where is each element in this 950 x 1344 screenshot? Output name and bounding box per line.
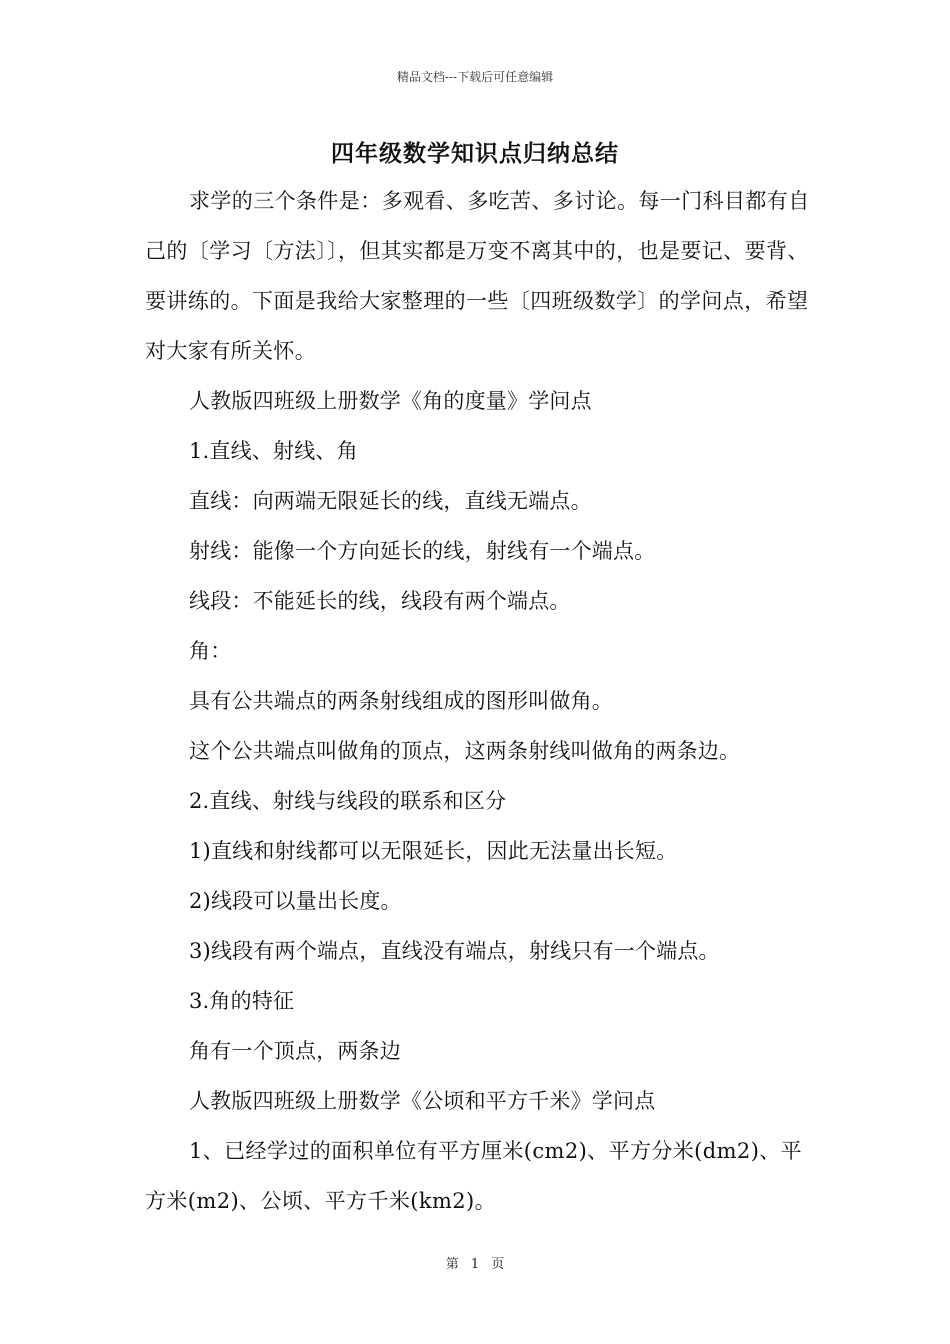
section-heading-hectare: 人教版四班级上册数学《公顷和平方千米》学问点 xyxy=(189,1089,656,1113)
subheading-relations: 2.直线、射线与线段的联系和区分 xyxy=(189,789,507,813)
relation-item-1: 1)直线和射线都可以无限延长，因此无法量出长短。 xyxy=(189,839,678,863)
page-number: 1 xyxy=(470,1257,480,1272)
page-footer xyxy=(0,1253,950,1272)
intro-paragraph: 求学的三个条件是：多观看、多吃苦、多讨论。每一门科目都有自己的〔学习〔方法〕〕，但其实都是万变不离其中的，也是要记、要背、要讲练的。下面是我给大家整理的一些〔四班级数学〕的学问点，希望对大家有所关怀。 xyxy=(145,189,810,363)
subheading-lines-rays-angles: 1.直线、射线、角 xyxy=(189,439,358,463)
section-heading-angle-measure: 人教版四班级上册数学《角的度量》学问点 xyxy=(189,389,592,413)
area-units-paragraph: 1、已经学过的面积单位有平方厘米(cm2)、平方分米(dm2)、平方米(m2)、公顷、平方千米(km2)。 xyxy=(145,1139,803,1213)
definition-angle-label: 角： xyxy=(189,639,232,663)
footer-suffix: 页 xyxy=(491,1257,505,1272)
document-body xyxy=(145,176,810,1226)
definition-vertex-sides: 这个公共端点叫做角的顶点，这两条射线叫做角的两条边。 xyxy=(189,739,741,763)
subheading-angle-features: 3.角的特征 xyxy=(189,989,295,1013)
definition-ray: 射线：能像一个方向延长的线，射线有一个端点。 xyxy=(189,539,656,563)
definition-angle: 具有公共端点的两条射线组成的图形叫做角。 xyxy=(189,689,613,713)
document-title: 四年级数学知识点归纳总结 xyxy=(331,140,619,167)
definition-line: 直线：向两端无限延长的线，直线无端点。 xyxy=(189,489,592,513)
relation-item-2: 2)线段可以量出长度。 xyxy=(189,889,402,913)
relation-item-3: 3)线段有两个端点，直线没有端点，射线只有一个端点。 xyxy=(189,939,720,963)
page-header: 精品文档---下载后可任意编辑 xyxy=(396,70,554,84)
definition-segment: 线段：不能延长的线，线段有两个端点。 xyxy=(189,589,571,613)
footer-prefix: 第 xyxy=(445,1257,459,1272)
angle-features-text: 角有一个顶点，两条边 xyxy=(189,1039,401,1063)
